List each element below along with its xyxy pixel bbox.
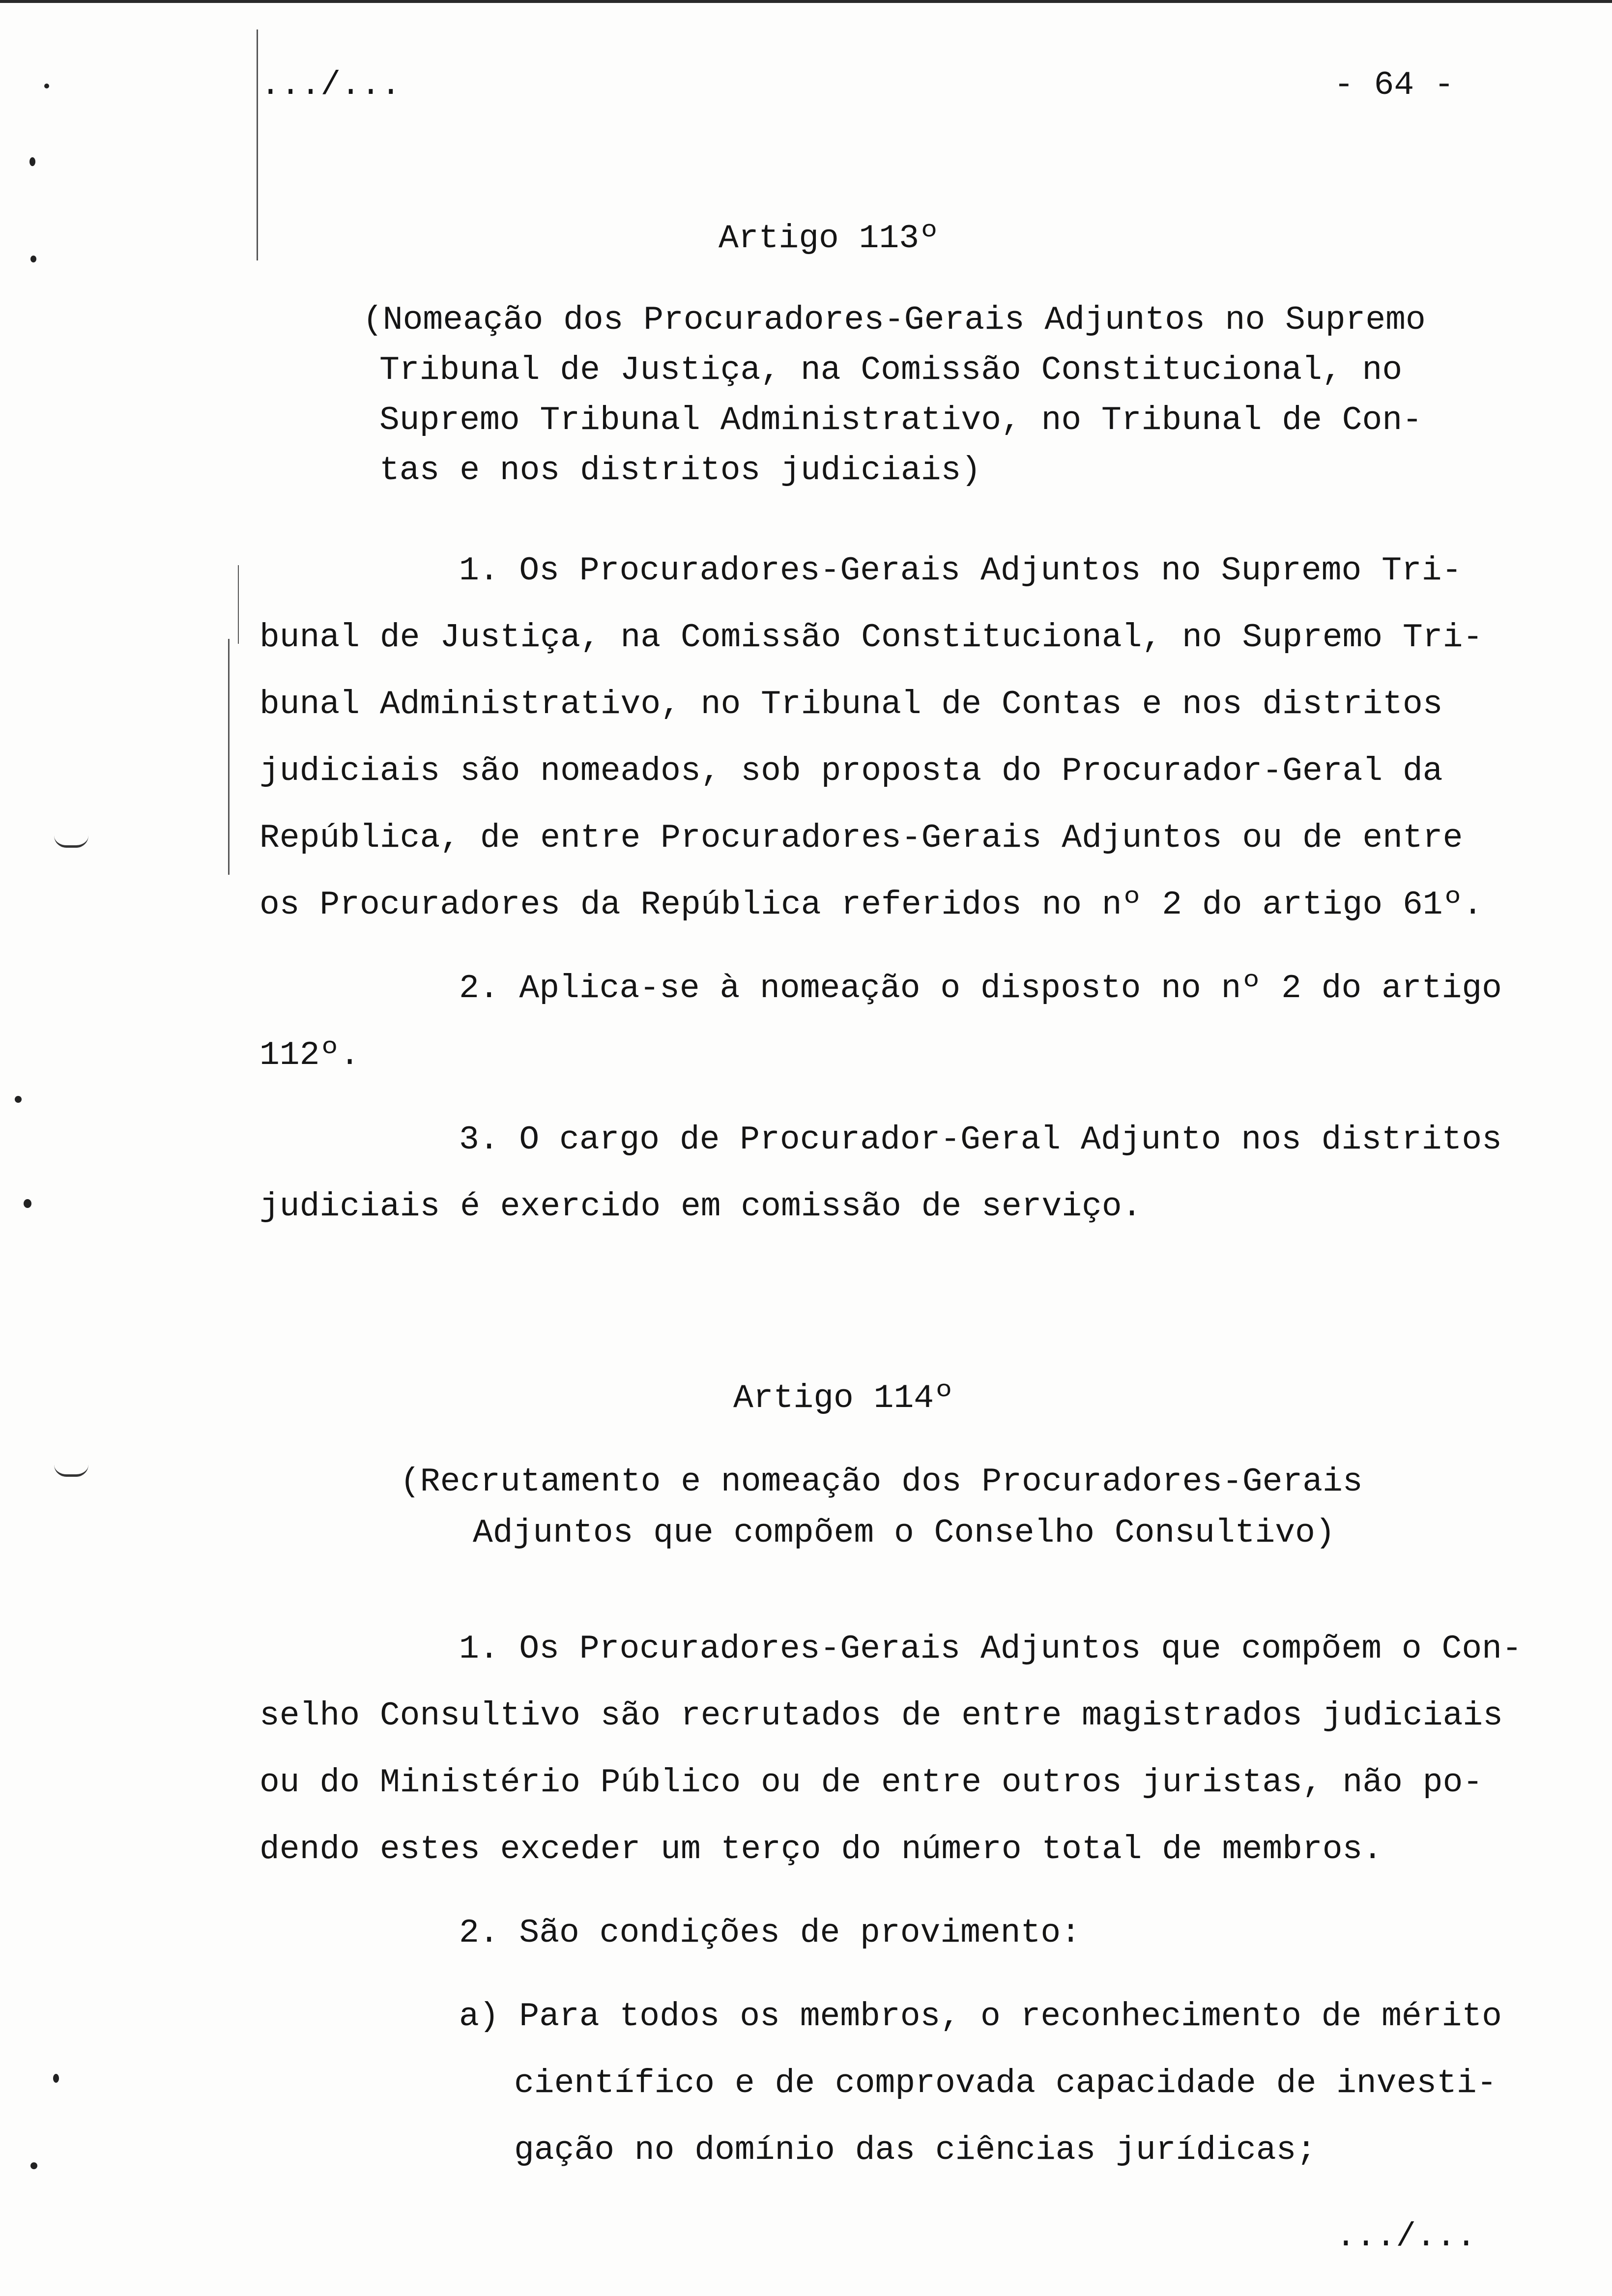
article-113-p1-line-4: judiciais são nomeados, sob proposta do Procurador-Geral da	[259, 752, 1443, 790]
article-114-p1-line-3: ou do Ministério Público ou de entre outros juristas, não po-	[259, 1764, 1483, 1802]
article-113-p2-line-2: 112º.	[259, 1036, 360, 1074]
article-114-paragraph-2: 2. São condições de provimento:	[459, 1914, 1081, 1952]
article-114-p1-line-2: selho Consultivo são recrutados de entre magistrados judiciais	[259, 1697, 1503, 1735]
continued-from-previous: .../...	[260, 66, 401, 104]
article-113-subtitle-line-4: tas e nos distritos judiciais)	[379, 452, 981, 489]
article-113-subtitle-line-1: (Nomeação dos Procuradores-Gerais Adjuntos no Supremo	[363, 301, 1426, 339]
margin-speck-7	[30, 2162, 37, 2169]
article-113-p1-line-5: República, de entre Procuradores-Gerais Adjuntos ou de entre	[259, 819, 1463, 857]
continued-on-next: .../...	[1336, 2218, 1476, 2256]
article-113-p3-line-1: 3. O cargo de Procurador-Geral Adjunto nos distritos	[459, 1121, 1502, 1159]
margin-speck-6	[53, 2074, 59, 2083]
article-114-item-a-line-2: científico e de comprovada capacidade de investi-	[514, 2065, 1497, 2102]
article-114-item-a-line-3: gação no domínio das ciências jurídicas;	[514, 2131, 1317, 2169]
margin-line-top	[257, 29, 258, 260]
margin-line-middle	[228, 639, 230, 875]
article-113-p1-line-1: 1. Os Procuradores-Gerais Adjuntos no Supremo Tri-	[459, 552, 1462, 590]
article-113-subtitle-line-2: Tribunal de Justiça, na Comissão Constitucional, no	[379, 351, 1403, 389]
margin-speck-1	[44, 84, 49, 88]
margin-speck-5	[24, 1199, 31, 1208]
article-113-heading: Artigo 113º	[719, 220, 939, 258]
page-top-edge	[0, 0, 1612, 3]
article-113-p1-line-6: os Procuradores da República referidos no nº 2 do artigo 61º.	[259, 886, 1483, 924]
margin-speck-4	[15, 1096, 22, 1103]
margin-mark-1	[54, 835, 88, 848]
article-114-p1-line-1: 1. Os Procuradores-Gerais Adjuntos que compõem o Con-	[459, 1630, 1522, 1668]
article-114-item-a-line-1: a) Para todos os membros, o reconhecimento de mérito	[459, 1998, 1502, 2036]
article-114-subtitle-line-2: Adjuntos que compõem o Conselho Consultivo)	[473, 1514, 1335, 1552]
article-113-p3-line-2: judiciais é exercido em comissão de serviço.	[259, 1188, 1142, 1226]
margin-speck-2	[29, 157, 35, 166]
margin-speck-3	[30, 256, 36, 262]
article-113-p1-line-2: bunal de Justiça, na Comissão Constitucional, no Supremo Tri-	[259, 619, 1483, 657]
article-114-subtitle-line-1: (Recrutamento e nomeação dos Procuradores-Gerais	[400, 1463, 1363, 1501]
margin-mark-2	[54, 1464, 88, 1477]
article-113-p2-line-1: 2. Aplica-se à nomeação o disposto no nº 2 do artigo	[459, 970, 1502, 1007]
article-113-p1-line-3: bunal Administrativo, no Tribunal de Contas e nos distritos	[259, 686, 1443, 723]
article-114-heading: Artigo 114º	[733, 1379, 954, 1417]
page-number: - 64 -	[1334, 66, 1454, 104]
article-114-p1-line-4: dendo estes exceder um terço do número total de membros.	[259, 1831, 1383, 1868]
margin-line-stub	[238, 565, 239, 644]
article-113-subtitle-line-3: Supremo Tribunal Administrativo, no Tribunal de Con-	[379, 402, 1422, 439]
